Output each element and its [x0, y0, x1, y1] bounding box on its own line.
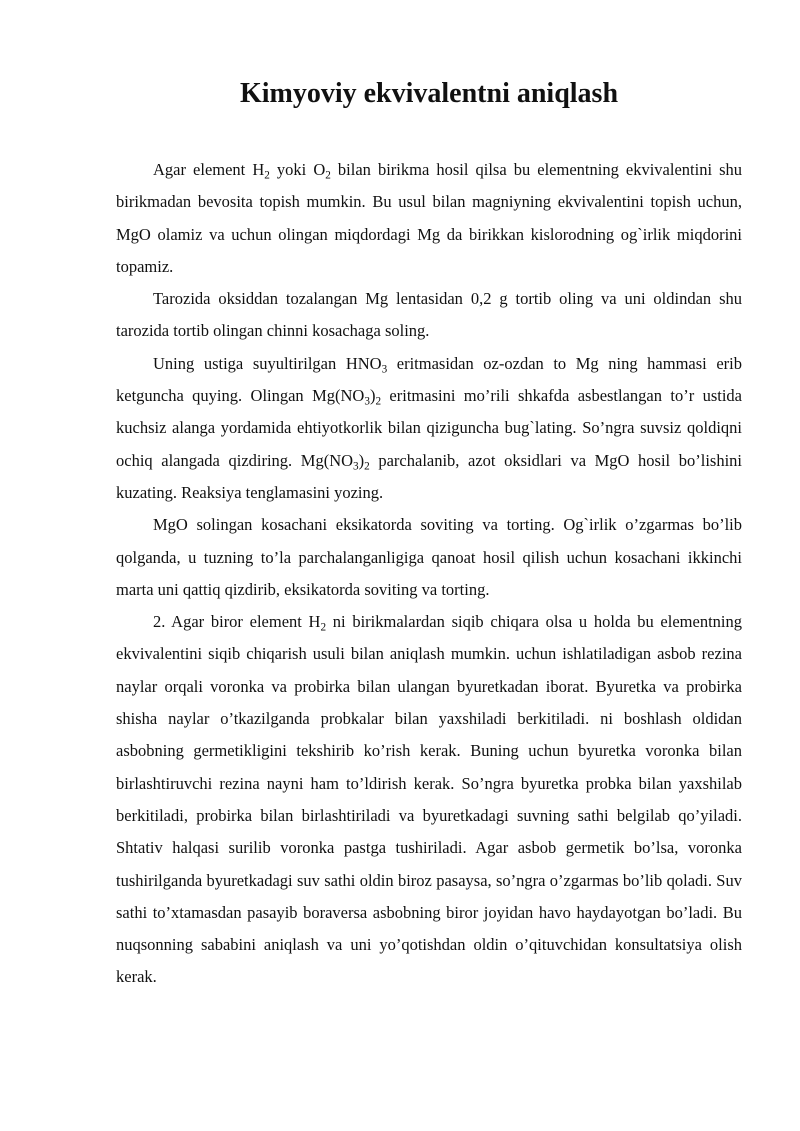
text-run: parchalanib, azot oksidlari va MgO hosil bo’lishini kuzating. Reaksiya tenglamasini yozing.: [116, 450, 742, 502]
text-run: yoki O: [269, 160, 326, 179]
subscript: 2: [375, 395, 382, 408]
subscript: 3: [364, 395, 370, 408]
subscript: 2: [364, 460, 370, 473]
subscript: 2: [320, 621, 327, 634]
page-title: Kimyoviy ekvivalentni aniqlash: [239, 78, 619, 109]
subscript: 2: [264, 169, 270, 182]
paragraph: [116, 283, 742, 348]
paragraph: [116, 509, 742, 606]
text-run: 2. Agar biror element H: [153, 612, 321, 632]
text-run: MgO solingan kosachani eksikatorda soviting va torting. Og`irlik o’zgarmas bo’lib qolganda, u tuzning to’la parchalanganligiga qanoat hosil qilish uchun kosachani ikkinchi marta uni qattiq qizdirib, eksikatorda soviting va torting.: [116, 515, 742, 599]
subscript: 3: [353, 460, 359, 473]
document-body: [116, 154, 742, 994]
text-run: bilan birikma hosil qilsa bu elementning ekvivalentini shu birikmadan bevosita topish mumkin. Bu usul bilan magniyning ekvivalentini topish uchun, MgO olamiz va uchun olingan miqdordagi Mg da birikkan kislorodning og`irlik miqdorini topamiz.: [116, 160, 743, 276]
subscript: 3: [381, 363, 388, 376]
text-run: eritmasidan oz-ozdan to Mg ning hammasi erib ketguncha quying. Olingan Mg(NO: [116, 353, 742, 406]
text-run: eritmasini mo’rili shkafda asbestlangan to’r ustida kuchsiz alanga yordamida ehtiyotkorlik bilan qiziguncha bug`lating. So’ngra suvsiz qoldiqni ochiq alangada qizdiring. Mg(NO: [116, 386, 743, 470]
text-run: ): [369, 386, 376, 406]
text-run: Agar element H: [153, 160, 265, 179]
text-run: ni birikmalardan siqib chiqara olsa u holda bu elementning ekvivalentini siqib chiqarish usuli bilan aniqlash mumkin. uchun ishlatiladigan asbob rezina naylar orqali voronka va probirka bilan ulangan byuretkadan iborat. Byuretka va probirka shisha naylar o’tkazilganda probkalar bilan yaxshiladi berkitiladi. ni boshlash oldidan asbobning germetikligini tekshirib ko’rish kerak. Buning uchun byuretka voronka bilan birlashtiruvchi rezina nayni ham to’ldirish kerak. So’ngra byuretka probka bilan yaxshilab berkitiladi, probirka bilan birlashtiriladi va byuretkadagi suvning sathi belgilab qo’yiladi. Shtativ halqasi surilib voronka pastga tushiriladi. Agar asbob germetik bo’lsa, voronka tushirilganda byuretkadagi suv sathi oldin biroz pasaysa, so’ngra o’zgarmas bo’lib qoladi. Suv sathi to’xtamasdan pasayib boraversa asbobning biror joyidan havo haydayotgan bo’ladi. Bu nuqsonning sababini aniqlash va uni yo’qotishdan oldin o’qituvchidan konsultatsiya olish kerak.: [116, 612, 742, 987]
text-run: ): [358, 450, 365, 470]
subscript: 2: [325, 169, 331, 182]
text-run: Tarozida oksiddan tozalangan Mg lentasidan 0,2 g tortib oling va uni oldindan shu tarozida tortib olingan chinni kosachaga soling.: [116, 289, 742, 341]
text-run: Uning ustiga suyultirilgan HNO: [153, 353, 382, 373]
paragraph: [116, 154, 742, 283]
paragraph: [116, 348, 742, 509]
document-page: [116, 74, 742, 994]
paragraph: [116, 606, 742, 994]
